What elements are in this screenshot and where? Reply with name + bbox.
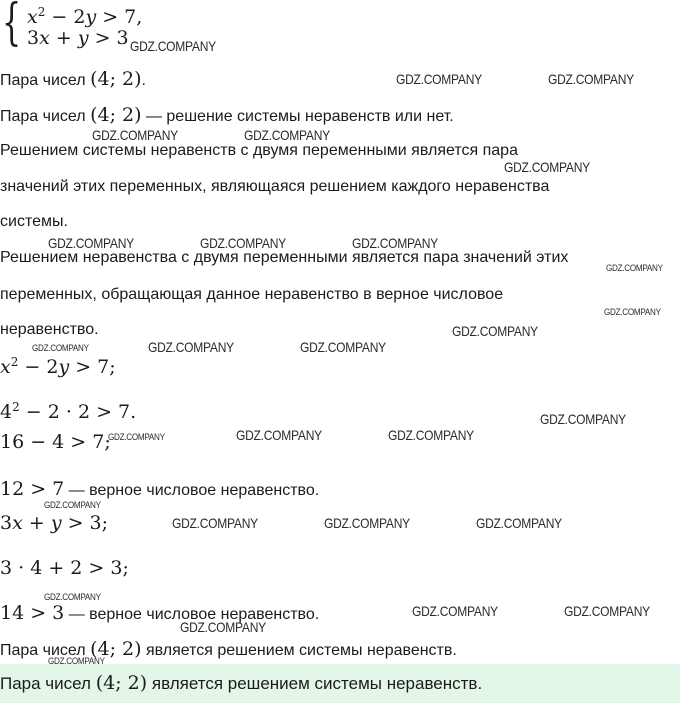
definition-inequality-line-1: Решением неравенства с двумя переменными является пара значений этих: [0, 249, 569, 266]
calc-line-3: 16 − 4 > 7;: [0, 431, 111, 453]
watermark: GDZ.COMPANY: [604, 307, 661, 317]
watermark: GDZ.COMPANY: [108, 432, 165, 442]
watermark: GDZ.COMPANY: [476, 515, 562, 531]
watermark: GDZ.COMPANY: [244, 127, 330, 143]
calc-line-2: $4^2 - 2 \cdot 2 > 7$.: [0, 400, 137, 423]
watermark: GDZ.COMPANY: [548, 71, 634, 87]
watermark: GDZ.COMPANY: [504, 159, 590, 175]
watermark: GDZ.COMPANY: [396, 71, 482, 87]
definition-system-line-2: значений этих переменных, являющаяся решением каждого неравенства: [0, 178, 550, 195]
answer-box: Пара чисел (4; 2) является решением системы неравенств.: [0, 664, 680, 703]
watermark: GDZ.COMPANY: [388, 427, 474, 443]
watermark: GDZ.COMPANY: [32, 343, 89, 353]
calc-line-1: $x^2 - 2y > 7$;: [0, 355, 116, 378]
system-inequality-2: 3x + y > 3: [27, 27, 129, 49]
watermark: GDZ.COMPANY: [236, 427, 322, 443]
watermark: GDZ.COMPANY: [452, 323, 538, 339]
watermark: GDZ.COMPANY: [92, 127, 178, 143]
watermark: GDZ.COMPANY: [44, 592, 101, 602]
watermark: GDZ.COMPANY: [172, 515, 258, 531]
definition-inequality-line-3: неравенство.: [0, 321, 99, 338]
watermark: GDZ.COMPANY: [564, 603, 650, 619]
system-brace: {: [2, 0, 22, 51]
given-line: Пара чисел (4; 2).: [0, 68, 146, 90]
definition-system-line-3: системы.: [0, 213, 68, 230]
system-inequality-1: $x^2 - 2y > 7$,: [27, 5, 143, 28]
definition-inequality-line-2: переменных, обращающая данное неравенство в верное числовое: [0, 286, 504, 303]
calc-line-4: 12 > 7 — верное числовое неравенство.: [0, 478, 320, 500]
watermark: GDZ.COMPANY: [130, 38, 216, 54]
watermark: GDZ.COMPANY: [300, 339, 386, 355]
calc-line-5: 3x + y > 3;: [0, 512, 109, 534]
question-line: Пара чисел (4; 2) — решение системы неравенств или нет.: [0, 104, 454, 126]
definition-system-line-1: Решением системы неравенств с двумя переменными является пара: [0, 142, 518, 159]
watermark: GDZ.COMPANY: [324, 515, 410, 531]
calc-line-7: 14 > 3 — верное числовое неравенство.: [0, 602, 320, 624]
watermark: GDZ.COMPANY: [352, 235, 438, 251]
watermark: GDZ.COMPANY: [606, 263, 663, 273]
conclusion-line: Пара чисел (4; 2) является решением системы неравенств.: [0, 638, 457, 660]
watermark: GDZ.COMPANY: [412, 603, 498, 619]
watermark: GDZ.COMPANY: [180, 619, 266, 635]
watermark: GDZ.COMPANY: [540, 411, 626, 427]
watermark: GDZ.COMPANY: [44, 500, 101, 510]
watermark: GDZ.COMPANY: [200, 235, 286, 251]
watermark: GDZ.COMPANY: [148, 339, 234, 355]
watermark: GDZ.COMPANY: [48, 656, 105, 666]
calc-line-6: 3 · 4 + 2 > 3;: [0, 557, 129, 579]
watermark: GDZ.COMPANY: [48, 235, 134, 251]
